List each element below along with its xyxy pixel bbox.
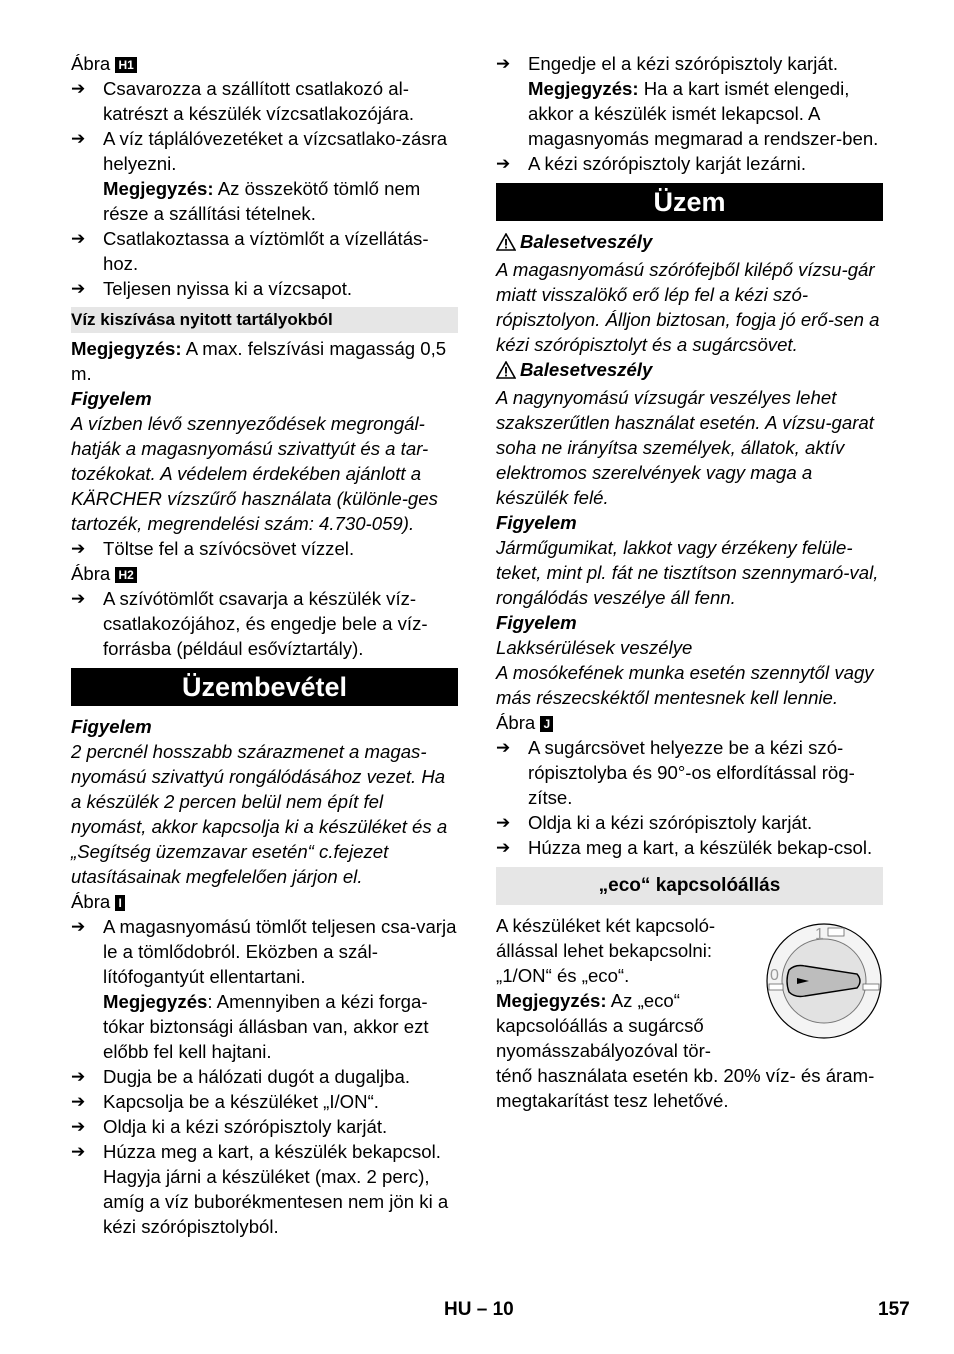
- page-number: 157: [878, 1299, 910, 1320]
- step: ➔ Teljesen nyissa ki a vízcsapot.: [71, 278, 353, 299]
- figure-tag: H2: [115, 567, 136, 583]
- eco-section: [496, 913, 883, 1113]
- arrow-icon: ➔: [71, 917, 86, 936]
- attention-title: Figyelem: [496, 512, 577, 533]
- eco-paragraph: A készüléket két kapcsoló-állással lehet bekapcsolni: „1/ON“ és „eco“.: [496, 915, 716, 986]
- attention-title: Figyelem: [71, 716, 152, 737]
- step: ➔ Húzza meg a kart, a készülék bekap-csol.: [496, 837, 873, 858]
- figure-tag: I: [115, 895, 124, 911]
- note: Megjegyzés: Ha a kart ismét elengedi, akkor a készülék ismét lekapcsol. A magasnyomás megmarad a rendszer-ben.: [528, 78, 879, 149]
- figure-tag: H1: [115, 57, 136, 73]
- figure-tag: J: [540, 716, 553, 732]
- attention-text: A mosókefének munka esetén szennytől vagy más részecskéktől mentesnek kell lennie.: [496, 662, 874, 708]
- danger-title: Balesetveszély: [496, 357, 883, 385]
- arrow-icon: ➔: [71, 539, 86, 558]
- arrow-icon: ➔: [71, 1067, 86, 1086]
- step: ➔ Oldja ki a kézi szórópisztoly karját.: [496, 812, 813, 833]
- step: ➔ A magasnyomású tömlőt teljesen csa-varja le a tömlődobról. Eközben a szál-lítófogantyút ellentartani. Megjegyzés: Amennyiben a kézi forga-tókar biztonsági állásban van, akkor ezt előbb fel kell hajtani.: [71, 916, 457, 1062]
- step: ➔ Kapcsolja be a készüléket „I/ON“.: [71, 1091, 379, 1112]
- eco-note: Megjegyzés: Az „eco“ kapcsolóállás a sugárcső nyomásszabályozóval tör-: [496, 990, 711, 1061]
- figure-ref-h1: Ábra H1: [71, 51, 458, 76]
- right-column: [496, 51, 883, 1113]
- step: ➔ Csavarozza a szállított csatlakozó al-katrészt a készülék vízcsatlakozójára.: [71, 78, 415, 124]
- attention-text: Járműgumikat, lakkot vagy érzékeny felüle-teket, mint pl. fát ne tisztítson szennymaró-val, rongálódás veszélye áll fenn.: [496, 537, 879, 608]
- section-subheading: Víz kiszívása nyitott tartályokból: [71, 307, 458, 333]
- attention-subtitle: Lakksérülések veszélye: [496, 637, 693, 658]
- step: ➔ A víz táplálóvezetéket a vízcsatlako-zásra helyezni. Megjegyzés: Az összekötő tömlő nem része a szállítási tételnek.: [71, 126, 458, 226]
- step: ➔ A sugárcsövet helyezze be a kézi szó-rópisztolyba és 90°-os elfordítással rög-zítse.: [496, 737, 855, 808]
- danger-text: A magasnyomású szórófejből kilépő vízsu-gár miatt visszalökő erő lép fel a kézi szó-rópisztolyon. Álljon biztosan, fogja jó erő-sen a kézi szórópisztolyt és a sugárcsövet.: [496, 259, 880, 355]
- step: ➔ A szívótömlőt csavarja a készülék víz-csatlakozójához, és engedje bele a víz-forrásba (például esővíztartály).: [71, 588, 428, 659]
- warning-icon: [496, 360, 520, 385]
- note: Megjegyzés: Amennyiben a kézi forga-tókar biztonsági állásban van, akkor ezt előbb fel kell hajtani.: [103, 991, 429, 1062]
- arrow-icon: ➔: [71, 1142, 86, 1161]
- footer-section-label: HU – 10: [444, 1299, 514, 1320]
- figure-ref-h2: Ábra H2: [71, 561, 458, 586]
- left-column: [71, 51, 458, 1239]
- arrow-icon: ➔: [71, 129, 86, 148]
- note: Megjegyzés: A max. felszívási magasság 0,5 m.: [71, 338, 447, 384]
- attention-title: Figyelem: [71, 388, 152, 409]
- arrow-icon: ➔: [71, 229, 86, 248]
- step: ➔ Engedje el a kézi szórópisztoly karját. Megjegyzés: Ha a kart ismét elengedi, akkor a készülék ismét lekapcsol. A magasnyomás megmarad a rendszer-ben.: [496, 51, 883, 151]
- arrow-icon: ➔: [496, 154, 511, 173]
- arrow-icon: ➔: [71, 279, 86, 298]
- arrow-icon: ➔: [71, 79, 86, 98]
- step: ➔ Csatlakoztassa a víztömlőt a vízellátás-hoz.: [71, 228, 429, 274]
- section-heading: Üzem: [496, 183, 883, 221]
- dial-label-0: 0: [770, 967, 779, 984]
- figure-ref-j: Ábra J: [496, 710, 883, 735]
- step: ➔ A kézi szórópisztoly karját lezárni.: [496, 153, 806, 174]
- arrow-icon: ➔: [71, 1117, 86, 1136]
- attention-text: 2 percnél hosszabb szárazmenet a magas-nyomású szivattyú rongálódásához vezet. Ha a készülék 2 percen belül nem épít fel nyomást, akkor kapcsolja ki a készüléket és a „Segítség üzemzavar esetén“ c.fejezet utasításainak megfelelően járjon el.: [71, 741, 448, 887]
- switch-dial-illustration: [765, 922, 883, 1040]
- danger-text: A nagynyomású vízsugár veszélyes lehet szakszerűtlen használat esetén. A vízsu-garat soha ne irányítsa személyek, állatok, aktív elektromos szerelvények vagy maga a készülék felé.: [496, 387, 874, 508]
- note: Megjegyzés: Az összekötő tömlő nem része a szállítási tételnek.: [103, 178, 421, 224]
- danger-title: Balesetveszély: [496, 229, 883, 257]
- step: ➔ Töltse fel a szívócsövet vízzel.: [71, 538, 355, 559]
- section-heading: Üzembevétel: [71, 668, 458, 706]
- dial-label-1: 1: [815, 926, 824, 943]
- eco-paragraph-continued: ténő használata esetén kb. 20% víz- és áram-megtakarítást tesz lehetővé.: [496, 1065, 875, 1111]
- arrow-icon: ➔: [496, 813, 511, 832]
- attention-text: A vízben lévő szennyeződések megrongál-hatják a magasnyomású szivattyút és a tar-tozékokat. A védelem érdekében ajánlott a KÄRCHER vízszűrő használata (különle-ges tartozék, megrendelési szám: 4.730-059).: [71, 413, 438, 534]
- section-subheading: „eco“ kapcsolóállás: [496, 867, 883, 905]
- arrow-icon: ➔: [496, 838, 511, 857]
- attention-title: Figyelem: [496, 612, 577, 633]
- arrow-icon: ➔: [496, 738, 511, 757]
- arrow-icon: ➔: [71, 589, 86, 608]
- arrow-icon: ➔: [496, 54, 511, 73]
- step: ➔ Oldja ki a kézi szórópisztoly karját.: [71, 1116, 388, 1137]
- figure-ref-i: Ábra I: [71, 889, 458, 914]
- step: ➔ Dugja be a hálózati dugót a dugaljba.: [71, 1066, 411, 1087]
- step: ➔ Húzza meg a kart, a készülék bekapcsol. Hagyja járni a készüléket (max. 2 perc), amíg a víz buborékmentesen nem jön ki a kézi szórópisztolyból.: [71, 1141, 449, 1237]
- arrow-icon: ➔: [71, 1092, 86, 1111]
- warning-icon: [496, 232, 520, 257]
